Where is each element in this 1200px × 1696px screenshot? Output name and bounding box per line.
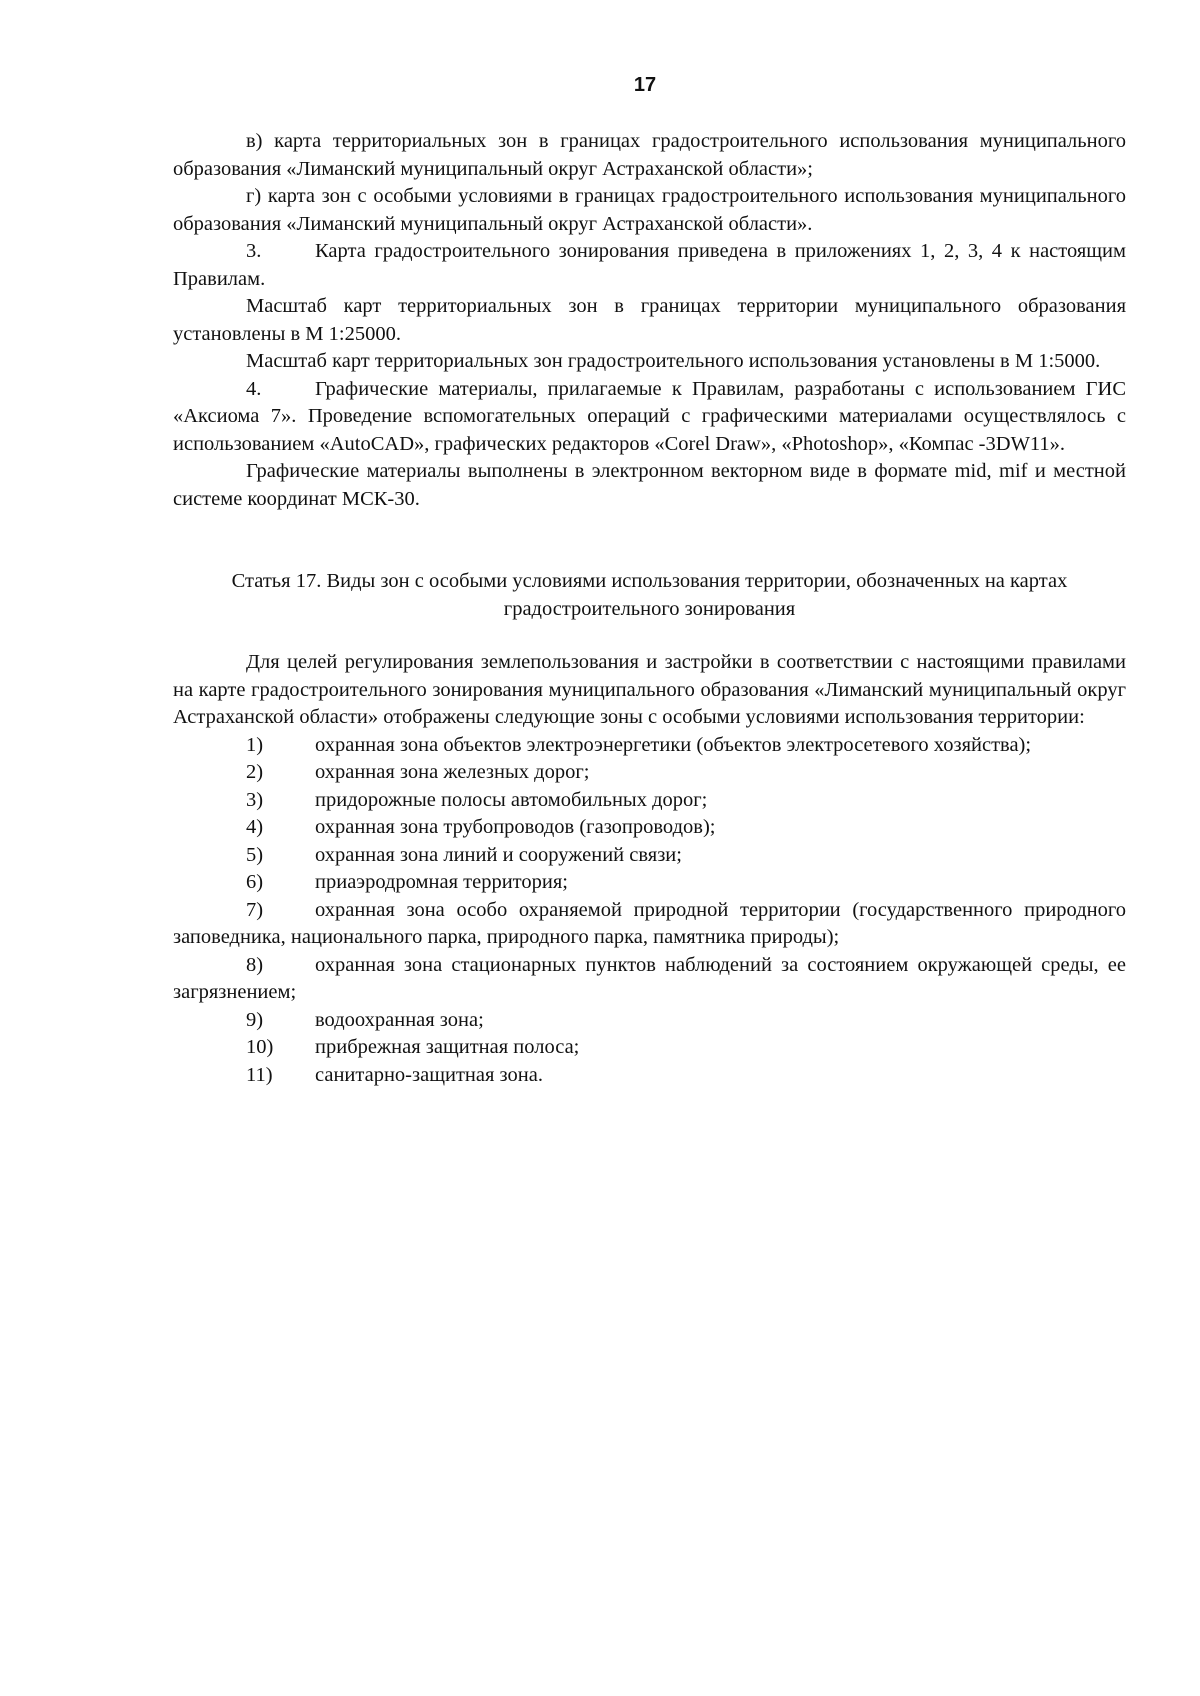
page-number: 17 xyxy=(633,74,657,96)
zones-list xyxy=(173,732,1126,1090)
spacer xyxy=(173,623,1126,649)
list-text: водоохранная зона; xyxy=(315,1008,484,1031)
list-item xyxy=(173,787,1126,815)
paragraph: Масштаб карт территориальных зон в границах территории муниципального образования установлены в М 1:25000. xyxy=(173,295,1126,345)
list-number: 10) xyxy=(246,1036,274,1058)
numbered-paragraph xyxy=(173,376,1126,459)
list-item xyxy=(173,814,1126,842)
list-text: охранная зона трубопроводов (газопроводов); xyxy=(315,816,716,838)
paragraph-number: 4. xyxy=(246,377,262,400)
list-number: 3) xyxy=(246,788,264,811)
list-text: охранная зона объектов электроэнергетики (объектов электросетевого хозяйства); xyxy=(315,733,1032,756)
list-number: 9) xyxy=(246,1008,264,1031)
list-text: охранная зона железных дорог; xyxy=(315,761,590,783)
paragraph-number: 3. xyxy=(246,240,262,262)
list-number: 7) xyxy=(246,898,264,921)
paragraph: в) карта территориальных зон в границах градостроительного использования муниципального образования «Лиманский муниципальный округ Астраханской области»; xyxy=(173,130,1126,180)
list-item xyxy=(173,897,1126,952)
intro-paragraph: Для целей регулирования землепользования и застройки в соответствии с настоящими правилами на карте градостроительного зонирования муниципального образования «Лиманский муниципальный округ Астраханской области» отображены следующие зоны с особыми условиями использования территории: xyxy=(173,651,1126,728)
list-text: охранная зона особо охраняемой природной территории (государственного природного заповедника, национального парка, природного парка, памятника природы); xyxy=(173,898,1126,948)
list-item xyxy=(173,1007,1126,1035)
list-text: придорожные полосы автомобильных дорог; xyxy=(315,788,708,811)
paragraph: г) карта зон с особыми условиями в границах градостроительного использования муниципального образования «Лиманский муниципальный округ Астраханской области». xyxy=(173,185,1126,235)
article-heading: Статья 17. Виды зон с особыми условиями использования территории, обозначенных на картах градостроительного зонирования xyxy=(231,570,1068,620)
list-item xyxy=(173,1034,1126,1062)
list-number: 1) xyxy=(246,733,264,756)
list-item xyxy=(173,869,1126,897)
spacer xyxy=(173,513,1126,568)
document-body xyxy=(173,128,1126,1089)
list-number: 4) xyxy=(246,816,264,838)
paragraph-text: Графические материалы, прилагаемые к Правилам, разработаны с использованием ГИС «Аксиома 7». Проведение вспомогательных операций с графическими материалами осуществлялось с использованием «AutoCAD», графических редакторов «Corel Draw», «Photoshop», «Компас -3DW11». xyxy=(173,377,1126,455)
list-text: охранная зона линий и сооружений связи; xyxy=(315,843,682,866)
list-item xyxy=(173,842,1126,870)
paragraph-text: Карта градостроительного зонирования приведена в приложениях 1, 2, 3, 4 к настоящим Правилам. xyxy=(173,240,1126,290)
list-number: 6) xyxy=(246,871,264,893)
list-text: санитарно-защитная зона. xyxy=(315,1063,543,1086)
list-number: 8) xyxy=(246,953,264,976)
list-text: приаэродромная территория; xyxy=(315,871,568,893)
list-text: охранная зона стационарных пунктов наблюдений за состоянием окружающей среды, ее загрязнением; xyxy=(173,953,1126,1003)
list-number: 5) xyxy=(246,843,264,866)
list-item xyxy=(173,732,1126,760)
list-number: 2) xyxy=(246,761,264,783)
paragraph: Графические материалы выполнены в электронном векторном виде в формате mid, mif и местной системе координат МСК-30. xyxy=(173,460,1126,510)
list-item xyxy=(173,1062,1126,1090)
list-item xyxy=(173,759,1126,787)
list-item xyxy=(173,952,1126,1007)
paragraph: Масштаб карт территориальных зон градостроительного использования установлены в М 1:5000. xyxy=(246,350,1101,372)
numbered-paragraph xyxy=(173,238,1126,293)
list-number: 11) xyxy=(246,1063,273,1086)
list-text: прибрежная защитная полоса; xyxy=(315,1036,580,1058)
